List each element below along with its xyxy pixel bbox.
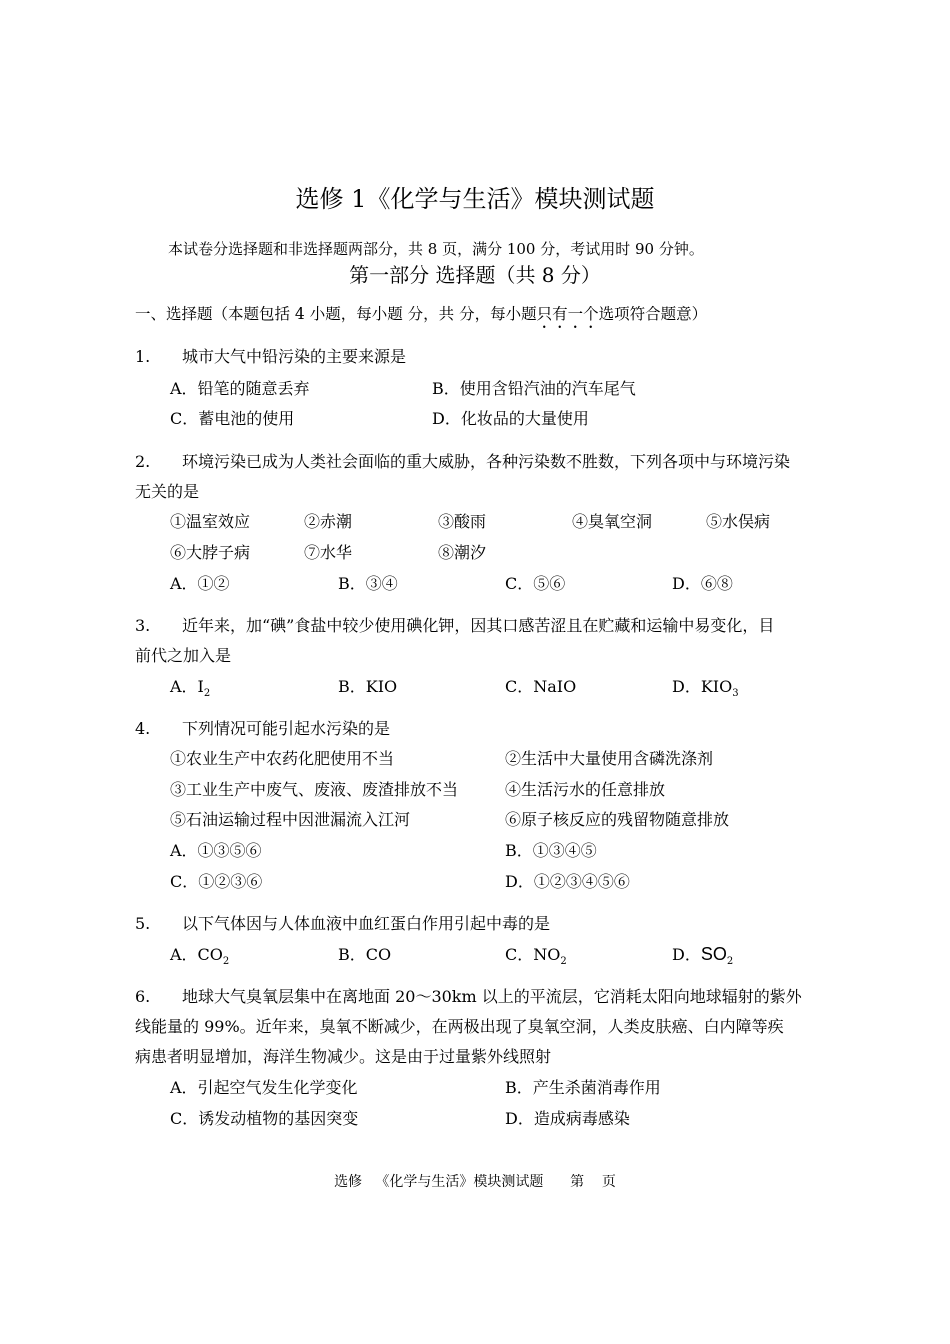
question-stem: 环境污染已成为人类社会面临的重大威胁，各种污染数不胜数，下列各项中与环境污染 — [182, 452, 791, 471]
item-7: ⑦水华 — [304, 543, 353, 562]
item-6: ⑥大脖子病 — [170, 543, 251, 562]
option-a-text: A．I — [170, 677, 204, 696]
option-d: D．化妆品的大量使用 — [432, 409, 589, 428]
emphasis-text: 只有一个 — [536, 305, 599, 323]
item-1: ①温室效应 — [170, 512, 251, 531]
question-stem-cont2: 病患者明显增加，海洋生物减少。这是由于过量紫外线照射 — [135, 1047, 552, 1066]
option-b: B．KIO — [338, 677, 398, 696]
item-2: ②生活中大量使用含磷洗涤剂 — [505, 749, 714, 768]
option-d-text: D． — [672, 945, 701, 964]
option-c: C．蓄电池的使用 — [170, 409, 295, 428]
item-5: ⑤水俣病 — [706, 512, 771, 531]
subscript: 2 — [222, 956, 230, 967]
option-b: B．使用含铅汽油的汽车尾气 — [432, 379, 636, 398]
question-number: 4. — [135, 719, 151, 738]
option-c: C．诱发动植物的基因突变 — [170, 1109, 359, 1128]
formula: SO — [700, 944, 727, 964]
item-4: ④生活污水的任意排放 — [505, 780, 666, 799]
option-c: C．⑤⑥ — [505, 574, 566, 593]
option-c: C．①②③⑥ — [170, 872, 263, 891]
question-stem: 近年来，加“碘”食盐中较少使用碘化钾，因其口感苦涩且在贮藏和运输中易变化，目 — [182, 616, 775, 635]
option-d-text: D．KIO — [672, 677, 733, 696]
question-stem: 下列情况可能引起水污染的是 — [182, 719, 391, 738]
option-a: A．①② — [170, 574, 230, 593]
question-number: 1. — [135, 347, 151, 366]
page-footer: 选修 《化学与生活》模块测试题 第 页 — [334, 1174, 616, 1190]
option-b: B．产生杀菌消毒作用 — [505, 1078, 661, 1097]
option-a: A．引起空气发生化学变化 — [170, 1078, 358, 1097]
part-heading: 第一部分 选择题（共 8 分） — [349, 263, 601, 287]
question-stem: 以下气体因与人体血液中血红蛋白作用引起中毒的是 — [182, 914, 551, 933]
option-b: B．③④ — [338, 574, 398, 593]
option-d: D．⑥⑧ — [672, 574, 733, 593]
item-8: ⑧潮汐 — [438, 543, 487, 562]
question-stem-cont: 线能量的 99%。近年来，臭氧不断减少，在两极出现了臭氧空洞，人类皮肤癌、白内障等疾 — [135, 1017, 784, 1036]
exam-title: 选修 1《化学与生活》模块测试题 — [295, 185, 655, 213]
subscript: 2 — [203, 688, 211, 699]
option-b: B．①③④⑤ — [505, 841, 597, 860]
option-a — [170, 677, 211, 699]
option-b: B．CO — [338, 945, 392, 964]
subscript: 2 — [560, 956, 567, 967]
exam-intro: 本试卷分选择题和非选择题两部分，共 8 页，满分 100 分，考试用时 90 分钟。 — [168, 240, 704, 258]
question-stem-cont: 无关的是 — [135, 482, 200, 501]
option-c — [505, 945, 567, 967]
question-number: 5. — [135, 914, 151, 933]
question-number: 3. — [135, 616, 151, 635]
item-3: ③酸雨 — [438, 512, 487, 531]
item-2: ②赤潮 — [304, 512, 353, 531]
option-d — [672, 944, 734, 967]
subscript: 3 — [732, 688, 739, 699]
item-6: ⑥原子核反应的残留物随意排放 — [505, 810, 730, 829]
option-a — [170, 945, 230, 967]
option-d: D．①②③④⑤⑥ — [505, 872, 630, 891]
item-1: ①农业生产中农药化肥使用不当 — [170, 749, 395, 768]
question-number: 6. — [135, 987, 151, 1006]
section-text: 一、选择题（本题包括 4 小题，每小题 分，共 分，每小题 — [135, 305, 537, 323]
option-a: A．①③⑤⑥ — [170, 841, 262, 860]
question-stem: 城市大气中铅污染的主要来源是 — [182, 347, 407, 366]
option-c: C．NaIO — [505, 677, 577, 696]
question-stem: 地球大气臭氧层集中在离地面 20～30km 以上的平流层，它消耗太阳向地球辐射的紫外 — [182, 987, 802, 1006]
question-stem-cont: 前代之加入是 — [135, 646, 232, 665]
option-d — [672, 677, 739, 699]
subscript: 2 — [726, 956, 734, 967]
section-text-end: 选项符合题意） — [598, 305, 708, 323]
option-c-text: C．NO — [505, 945, 561, 964]
item-4: ④臭氧空洞 — [572, 512, 653, 531]
option-a: A．铅笔的随意丢弃 — [170, 379, 310, 398]
option-d: D．造成病毒感染 — [505, 1109, 630, 1128]
item-5: ⑤石油运输过程中因泄漏流入江河 — [170, 810, 411, 829]
question-number: 2. — [135, 452, 151, 471]
section-heading — [135, 305, 707, 332]
item-3: ③工业生产中废气、废液、废渣排放不当 — [170, 780, 459, 799]
option-a-text: A．CO — [170, 945, 223, 964]
